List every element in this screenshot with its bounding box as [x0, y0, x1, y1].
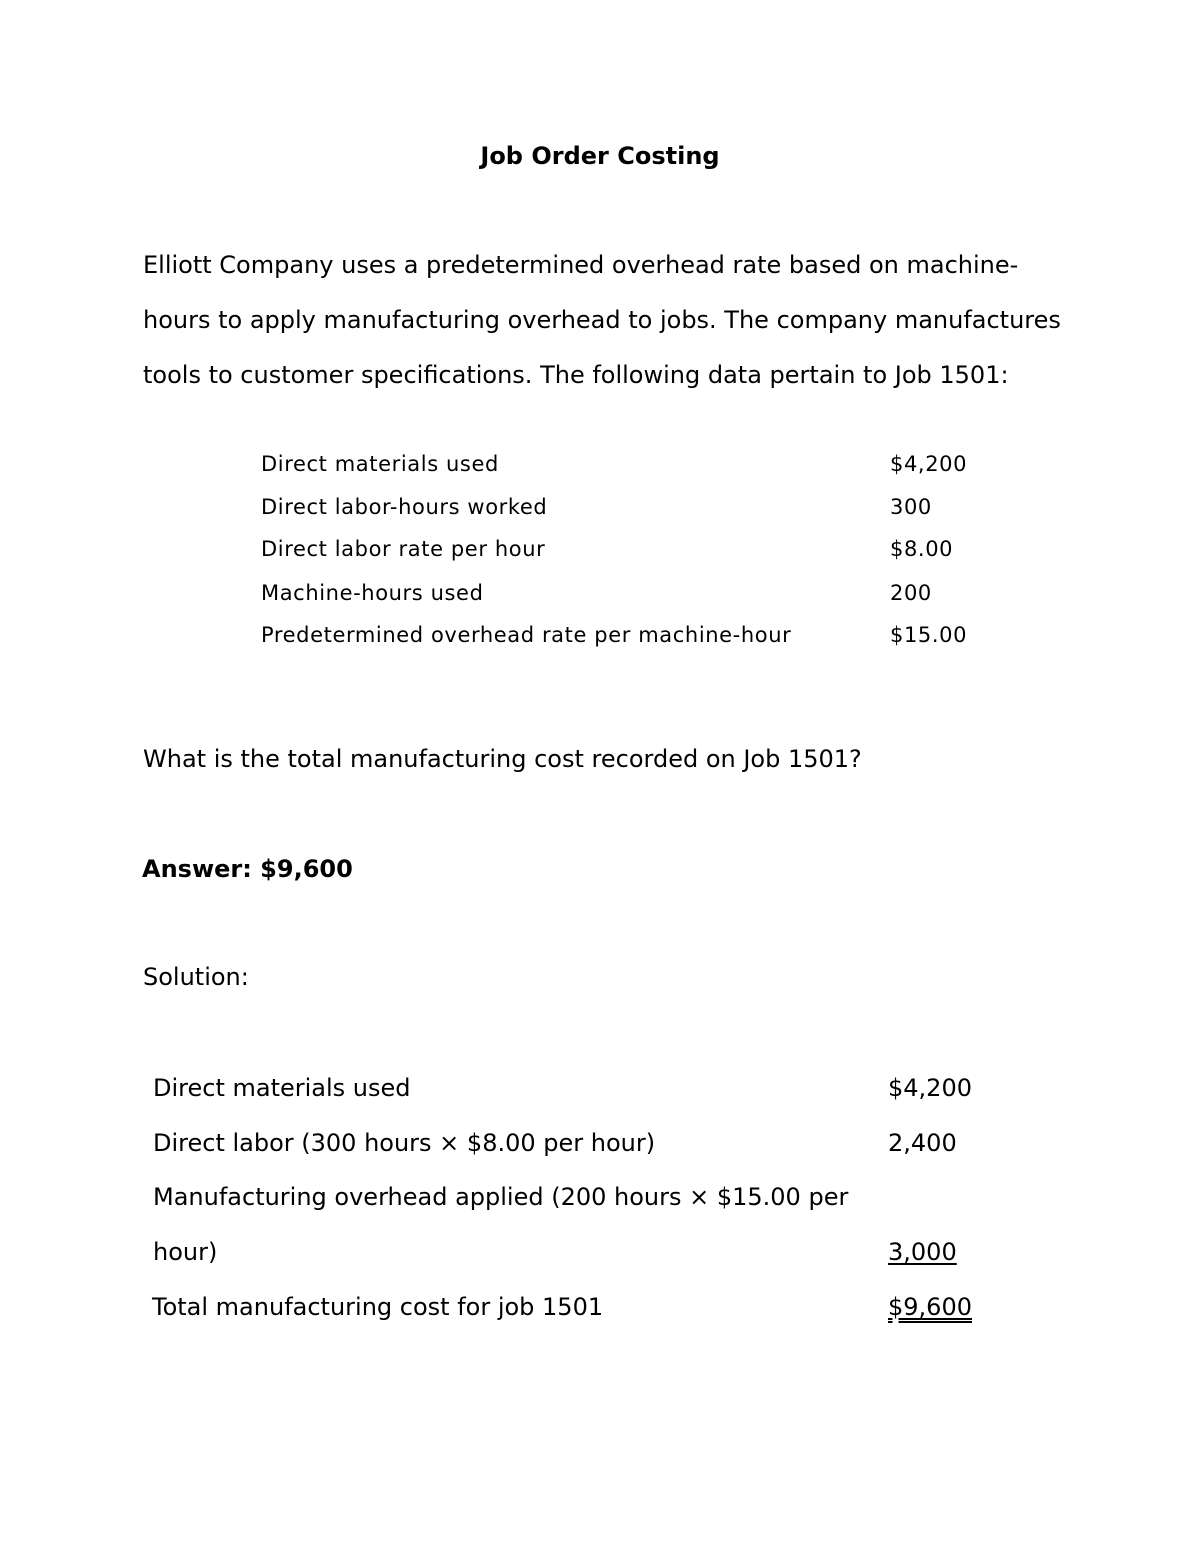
intro-line-1: Elliott Company uses a predetermined overhead rate based on machine-	[143, 251, 1019, 279]
document-title: Job Order Costing	[480, 142, 720, 170]
solution-label: hour)	[153, 1238, 218, 1266]
solution-label: Direct labor (300 hours × $8.00 per hour)	[153, 1129, 656, 1157]
job-data-label: Machine-hours used	[261, 581, 484, 605]
solution-value: 2,400	[888, 1129, 957, 1157]
solution-total-label: Total manufacturing cost for job 1501	[152, 1293, 604, 1321]
job-data-value: $4,200	[890, 452, 968, 476]
intro-line-2: hours to apply manufacturing overhead to jobs. The company manufactures	[143, 306, 1061, 334]
solution-label: Manufacturing overhead applied (200 hours × $15.00 per	[153, 1183, 849, 1211]
job-data-label: Direct labor rate per hour	[261, 537, 546, 561]
job-data-value: $15.00	[890, 623, 968, 647]
job-data-label: Direct materials used	[261, 452, 499, 476]
question-text: What is the total manufacturing cost recorded on Job 1501?	[143, 745, 862, 773]
solution-heading: Solution:	[143, 963, 249, 991]
job-data-label: Predetermined overhead rate per machine-hour	[261, 623, 792, 647]
job-data-value: 200	[890, 581, 932, 605]
answer-text: Answer: $9,600	[142, 855, 353, 883]
job-data-value: 300	[890, 495, 932, 519]
job-data-value: $8.00	[890, 537, 954, 561]
solution-total-value: $9,600	[888, 1293, 972, 1321]
intro-line-3: tools to customer specifications. The following data pertain to Job 1501:	[143, 361, 1009, 389]
solution-value: $4,200	[888, 1074, 972, 1102]
solution-value-subtotal: 3,000	[888, 1238, 957, 1266]
solution-label: Direct materials used	[153, 1074, 411, 1102]
job-data-label: Direct labor-hours worked	[261, 495, 548, 519]
